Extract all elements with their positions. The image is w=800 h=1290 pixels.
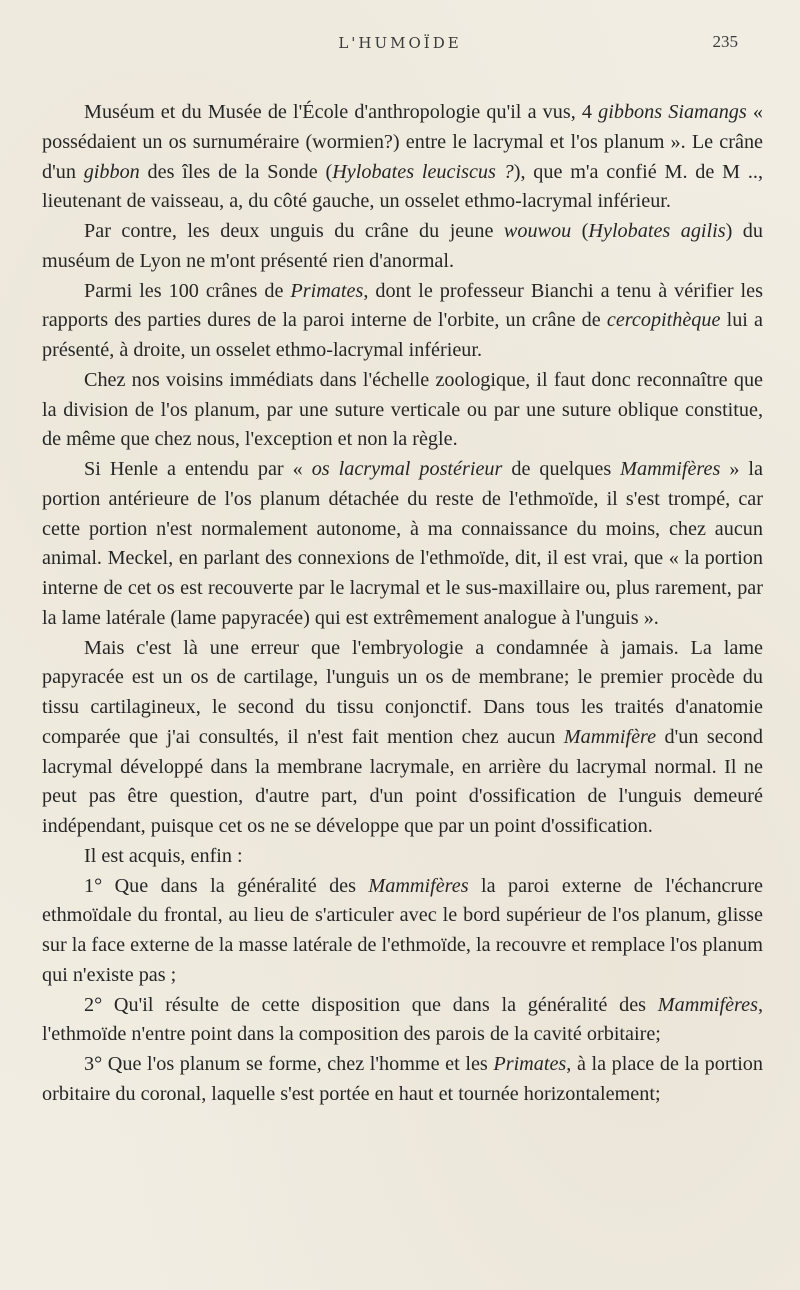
italic-text: Mammifère bbox=[563, 725, 657, 748]
text-run: lui a présenté, à droite, un osselet ethmo-lacrymal inférieur. bbox=[42, 309, 763, 361]
text-run: 2° Qu'il résulte de cette disposition que dans la généralité des bbox=[84, 993, 658, 1016]
text-run: ( bbox=[571, 220, 589, 242]
paragraph bbox=[42, 455, 763, 634]
text-run: d'un second lacrymal développé dans la membrane lacrymale, en arrière du lacrymal normal. Il ne peut pas être question, d'autre part, d'un point d'ossification de l'unguis demeuré indépendant, puisque cet os ne se développe que par un point d'ossification. bbox=[42, 725, 763, 837]
paragraph bbox=[42, 277, 763, 366]
paragraph bbox=[42, 991, 763, 1051]
paragraph bbox=[42, 98, 763, 217]
italic-text: Mammifères bbox=[620, 458, 721, 480]
text-run: la paroi externe de l'échancrure ethmoïdale du frontal, au lieu de s'articuler avec le bord supérieur de l'os planum, glisse sur la face externe de la masse latérale de l'ethmoïde, la recouvre et remplace l'os planum qui n'existe pas ; bbox=[42, 874, 763, 986]
italic-text: Primates bbox=[290, 279, 364, 302]
italic-text: Hylobates leuciscus ? bbox=[332, 160, 514, 183]
text-run: 1° Que dans la généralité des bbox=[84, 874, 369, 897]
running-head: L'HUMOÏDE bbox=[338, 34, 462, 52]
paragraph bbox=[42, 634, 763, 842]
text-run: , l'ethmoïde n'entre point dans la composition des parois de la cavité orbitaire; bbox=[42, 993, 763, 1046]
italic-text: Mammifères bbox=[368, 874, 469, 897]
paragraph bbox=[42, 842, 763, 872]
text-run: Chez nos voisins immédiats dans l'échelle zoologique, il faut donc reconnaître que la division de l'os planum, par une suture verticale ou par une suture oblique constitue, de même que chez nous, l'exception et non la règle. bbox=[42, 368, 763, 451]
paragraph bbox=[42, 1050, 763, 1110]
italic-text: Hylobates agilis bbox=[588, 220, 726, 242]
italic-text: wouwou bbox=[503, 220, 572, 242]
paragraph bbox=[42, 366, 763, 455]
text-run: Il est acquis, enfin : bbox=[84, 844, 243, 867]
text-run: « possédaient un os surnuméraire (wormien?) entre le lacrymal et l'os planum ». Le crâne d'un bbox=[42, 101, 764, 183]
text-run: des îles de la Sonde ( bbox=[139, 160, 333, 183]
paragraph bbox=[42, 217, 763, 277]
text-run: Parmi les 100 crânes de bbox=[84, 279, 291, 302]
italic-text: cercopithèque bbox=[606, 309, 721, 332]
text-run: Par contre, les deux unguis du crâne du jeune bbox=[84, 220, 504, 242]
italic-text: Primates bbox=[493, 1053, 567, 1075]
text-run: , dont le professeur Bianchi a tenu à vérifier les rapports des parties dures de la paroi interne de l'orbite, un crâne de bbox=[42, 279, 763, 332]
italic-text: Mammifères bbox=[657, 993, 758, 1016]
text-run: de quelques bbox=[502, 458, 621, 480]
page-header bbox=[0, 28, 800, 58]
italic-text: os lacrymal postérieur bbox=[311, 458, 503, 480]
body-text bbox=[42, 98, 763, 1110]
italic-text: gibbon bbox=[83, 160, 140, 183]
text-run: , à la place de la portion orbitaire du coronal, laquelle s'est portée en haut et tournée horizontalement; bbox=[42, 1053, 763, 1105]
text-run: Muséum et du Musée de l'École d'anthropologie qu'il a vus, 4 bbox=[84, 101, 599, 123]
text-run: Mais c'est là une erreur que l'embryologie a condamnée à jamais. La lame papyracée est un os de cartilage, l'unguis un os de membrane; le premier procède du tissu cartilagineux, le second du tissu conjonctif. Dans tous les traités d'anatomie comparée que j'ai consultés, il n'est fait mention chez aucun bbox=[42, 636, 763, 748]
text-run: ), que m'a confié M. de M .., lieutenant de vaisseau, a, du côté gauche, un osselet ethmo-lacrymal inférieur. bbox=[42, 160, 763, 213]
text-run: 3° Que l'os planum se forme, chez l'homme et les bbox=[84, 1053, 494, 1075]
paragraph bbox=[42, 872, 763, 991]
text-run: ) du muséum de Lyon ne m'ont présenté rien d'anormal. bbox=[42, 220, 763, 272]
text-run: Si Henle a entendu par « bbox=[84, 458, 312, 480]
page-number: 235 bbox=[712, 32, 738, 51]
italic-text: gibbons Siamangs bbox=[598, 101, 747, 123]
text-run: » la portion antérieure de l'os planum détachée du reste de l'ethmoïde, il s'est trompé, car cette portion n'est normalement autonome, à ma connaissance du moins, chez aucun animal. Meckel, en parlant des connexions de l'ethmoïde, dit, il est vrai, que « la portion interne de cet os est recouverte par le lacrymal et le sus-maxillaire ou, plus rarement, par la lame latérale (lame papyracée) qui est extrêmement analogue à l'unguis ». bbox=[42, 458, 763, 629]
